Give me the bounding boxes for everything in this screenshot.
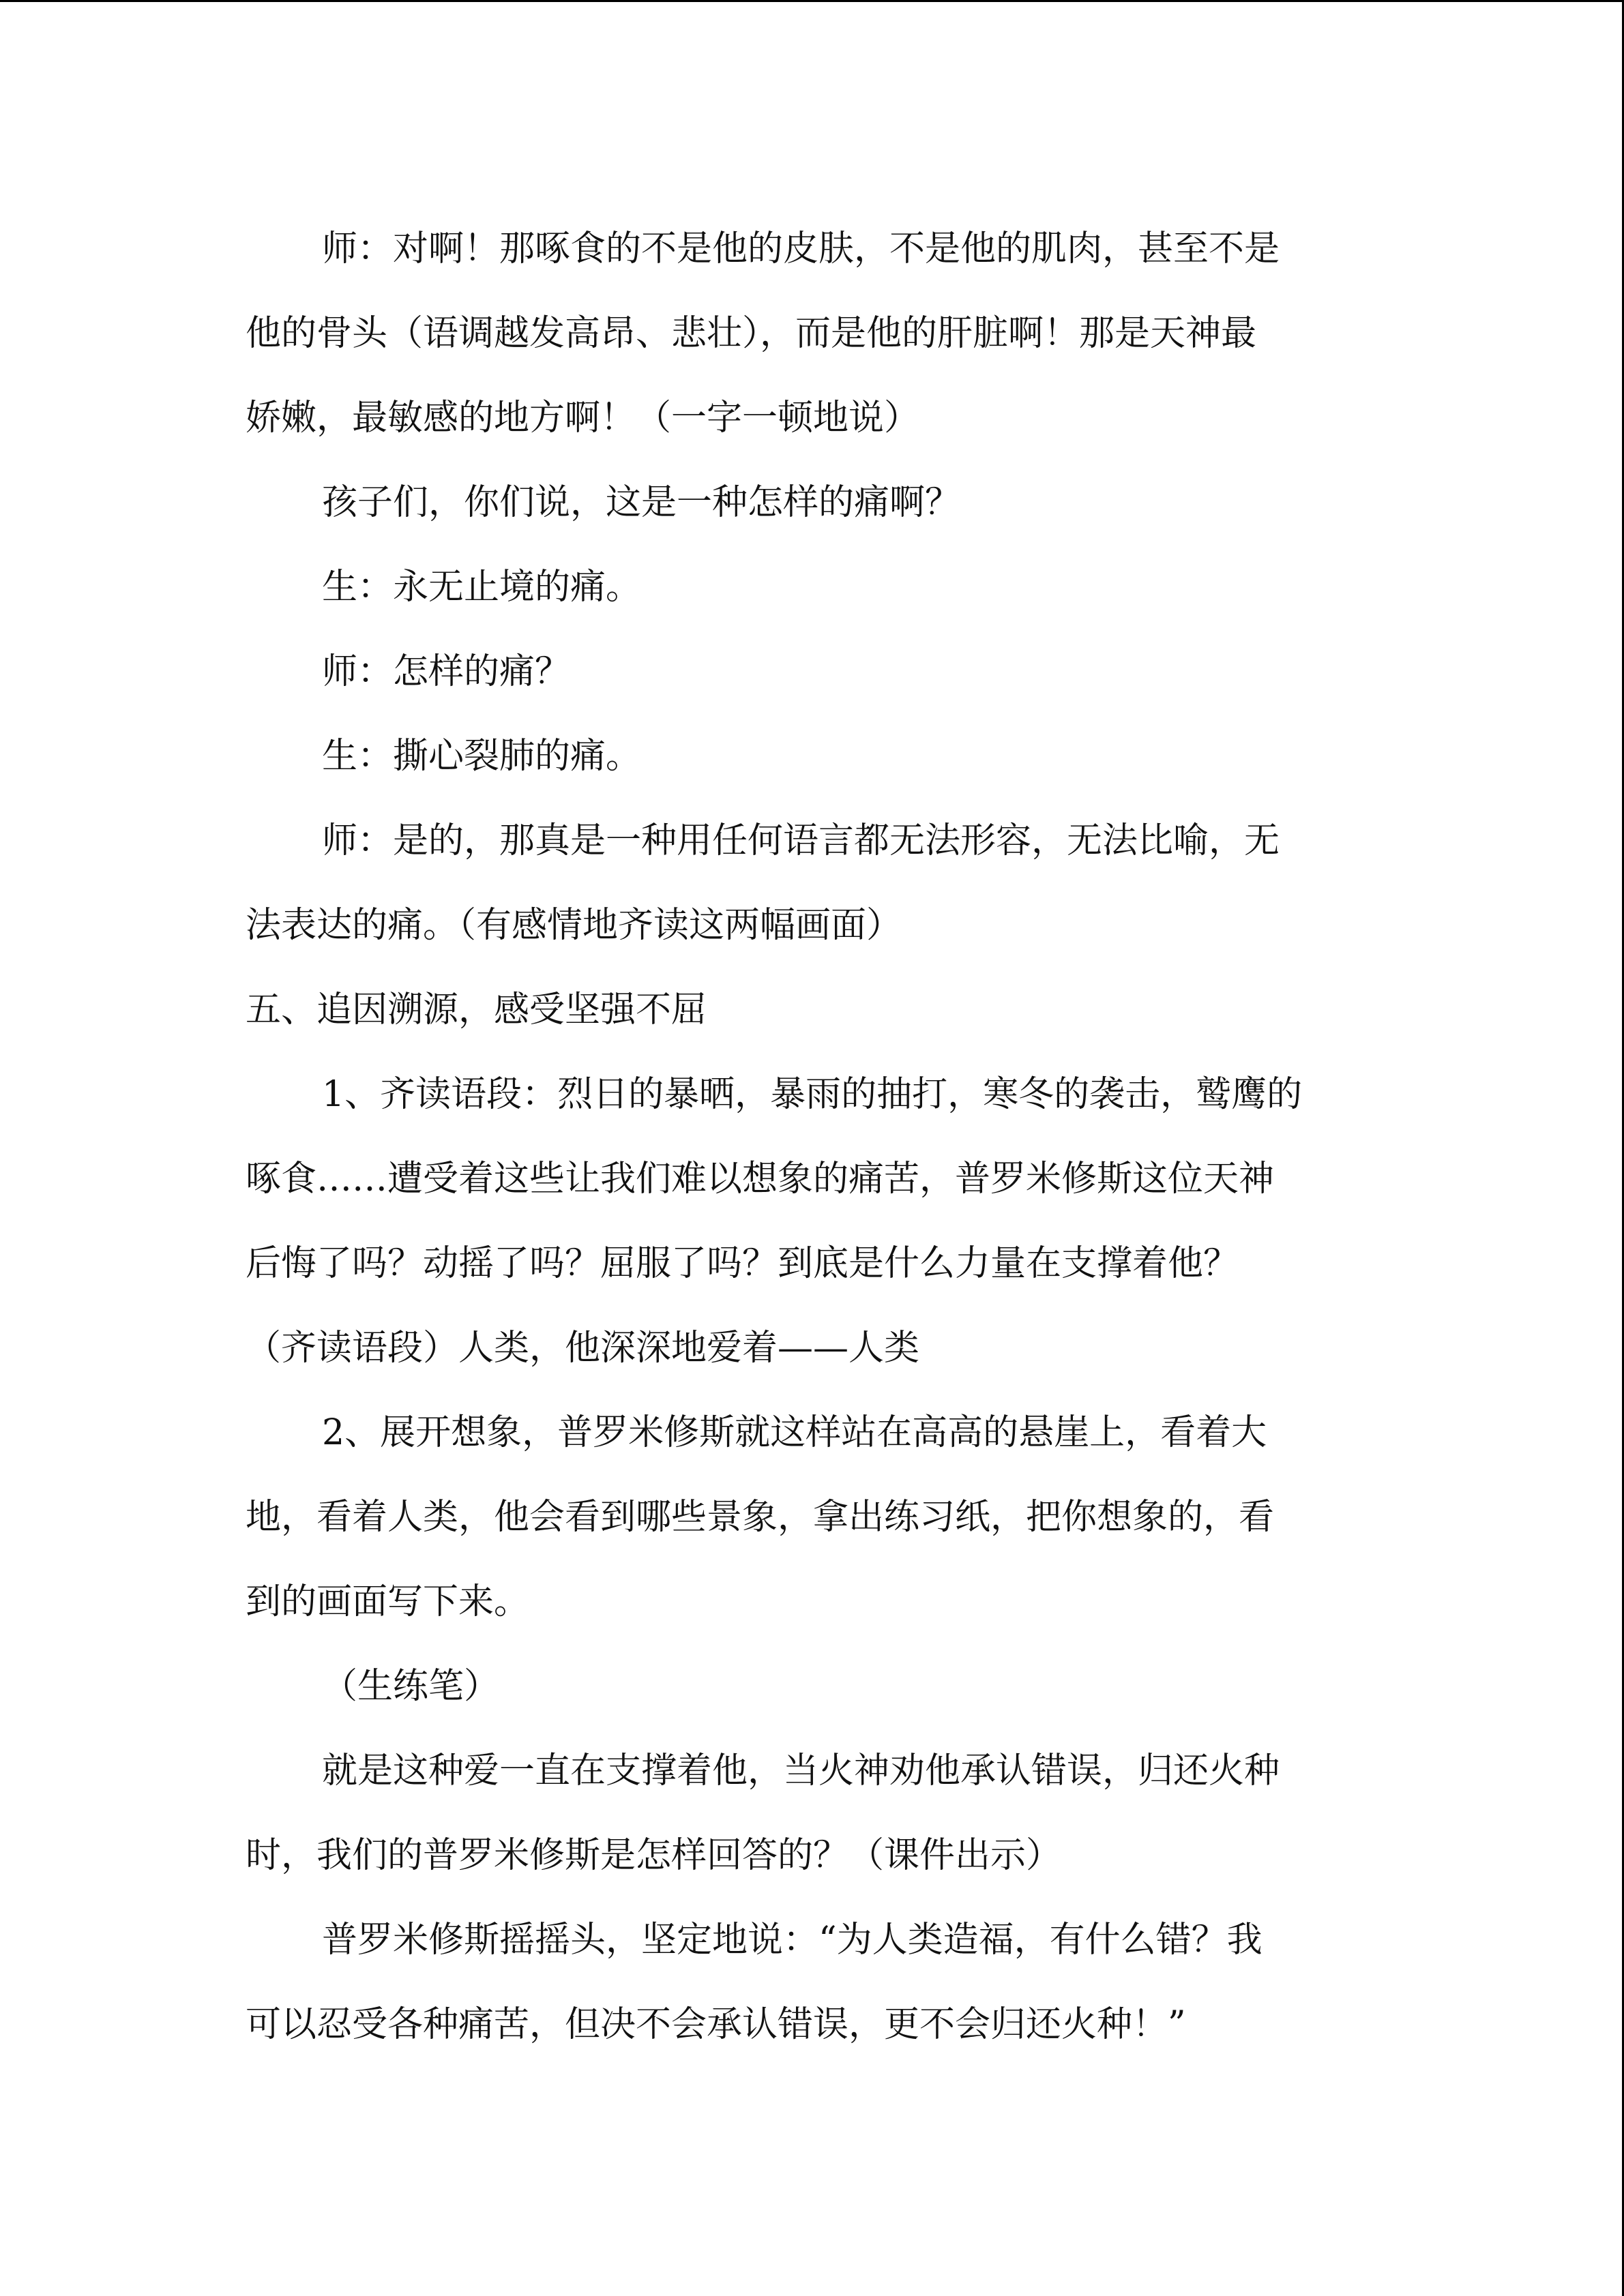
paragraph-line: 2、展开想象，普罗米修斯就这样站在高高的悬崖上，看着大: [322, 1412, 1267, 1453]
paragraph-line: 1、齐读语段：烈日的暴晒，暴雨的抽打，寒冬的袭击，鹫鹰的: [322, 1074, 1303, 1115]
section-heading: 五、追因溯源，感受坚强不屈: [246, 989, 707, 1030]
paragraph-line: 师：对啊！那啄食的不是他的皮肤，不是他的肌肉，甚至不是: [322, 228, 1280, 269]
paragraph-line: （齐读语段）人类，他深深地爱着——人类: [246, 1328, 920, 1369]
paragraph-line: 孩子们，你们说，这是一种怎样的痛啊？: [322, 482, 961, 523]
paragraph-line: 法表达的痛。（有感情地齐读这两幅画面）: [246, 905, 902, 946]
paragraph-line: 就是这种爱一直在支撑着他，当火神劝他承认错误，归还火种: [322, 1750, 1280, 1791]
paragraph-line: 普罗米修斯摇摇头，坚定地说：“为人类造福，有什么错？我: [322, 1920, 1263, 1960]
paragraph-line: 到的画面写下来。: [246, 1581, 530, 1622]
paragraph-line: 师：怎样的痛？: [322, 651, 571, 692]
paragraph-line: 地，看着人类，他会看到哪些景象，拿出练习纸，把你想象的，看: [246, 1497, 1275, 1538]
paragraph-line: 生：永无止境的痛。: [322, 567, 642, 608]
paragraph-line: （生练笔）: [322, 1666, 500, 1707]
paragraph-line: 啄食……遭受着这些让我们难以想象的痛苦，普罗米修斯这位天神: [246, 1159, 1275, 1199]
paragraph-line: 娇嫩，最敏感的地方啊！（一字一顿地说）: [246, 398, 920, 438]
paragraph-line: 他的骨头（语调越发高昂、悲壮），而是他的肝脏啊！那是天神最: [246, 313, 1257, 354]
paragraph-line: 可以忍受各种痛苦，但决不会承认错误，更不会归还火种！”: [246, 2004, 1186, 2045]
paragraph-line: 后悔了吗？动摇了吗？屈服了吗？到底是什么力量在支撑着他？: [246, 1243, 1239, 1284]
document-body: [246, 207, 1378, 2067]
paragraph-line: 生：撕心裂肺的痛。: [322, 736, 642, 777]
paragraph-line: 时，我们的普罗米修斯是怎样回答的？（课件出示）: [246, 1835, 1062, 1876]
paragraph-line: 师：是的，那真是一种用任何语言都无法形容，无法比喻，无: [322, 820, 1280, 861]
